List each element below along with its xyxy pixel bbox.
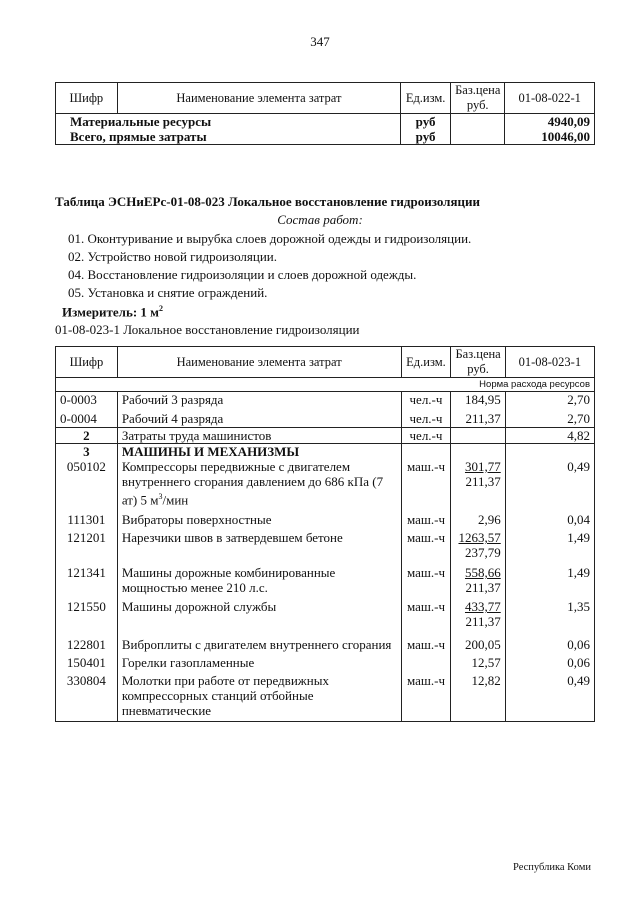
row-value: 1,35 xyxy=(505,597,594,637)
header-name: Наименование элемента затрат xyxy=(117,83,400,114)
summary-table xyxy=(55,82,595,145)
row-unit: чел.-ч xyxy=(401,428,451,444)
list-item: 02. Устройство новой гидроизоляции. xyxy=(68,249,278,264)
list-item: 05. Установка и снятие ограждений. xyxy=(68,285,268,300)
header-unit: Ед.изм. xyxy=(401,83,451,114)
row-code: 0-0003 xyxy=(56,392,118,411)
row-unit: руб xyxy=(401,114,451,130)
row-value: 0,49 xyxy=(505,459,594,507)
list-item: 01. Оконтуривание и вырубка слоев дорожной одежды и гидроизоляции. xyxy=(68,231,472,246)
table-row xyxy=(56,114,595,130)
row-name: Горелки газопламенные xyxy=(117,655,401,673)
row-unit: чел.-ч xyxy=(401,411,451,428)
header-price: Баз.цена руб. xyxy=(451,347,505,378)
table-row xyxy=(56,655,595,673)
row-name: Вибраторы поверхностные xyxy=(117,507,401,527)
header-price: Баз.цена руб. xyxy=(451,83,505,114)
row-code: 330804 xyxy=(56,673,118,721)
table-row xyxy=(56,444,595,460)
row-value: 1,49 xyxy=(505,527,594,565)
row-code: 3 xyxy=(56,444,118,460)
row-value: 0,04 xyxy=(505,507,594,527)
table-row xyxy=(56,565,595,597)
row-price: 12,82 xyxy=(451,673,505,721)
list-item: 04. Восстановление гидроизоляции и слоев дорожной одежды. xyxy=(68,267,417,282)
row-name: Рабочий 4 разряда xyxy=(117,411,401,428)
row-unit: маш.-ч xyxy=(401,597,451,637)
row-name: Машины дорожные комбинированные мощностью менее 210 л.с. xyxy=(117,565,401,597)
measure-text: Измеритель: 1 м xyxy=(62,304,160,320)
row-unit: маш.-ч xyxy=(401,459,451,507)
row-price: 558,66 211,37 xyxy=(451,565,505,597)
row-value: 10046,00 xyxy=(505,129,595,145)
table-row xyxy=(56,129,595,145)
row-value: 0,06 xyxy=(505,637,594,655)
row-price: 12,57 xyxy=(451,655,505,673)
resource-table xyxy=(55,346,595,722)
row-unit: маш.-ч xyxy=(401,527,451,565)
table-row xyxy=(56,459,595,507)
section-title: Таблица ЭСНиЕРс-01-08-023 Локальное восстановление гидроизоляции xyxy=(55,194,480,209)
row-code: 121201 xyxy=(56,527,118,565)
row-unit: маш.-ч xyxy=(401,637,451,655)
operations-list xyxy=(68,230,471,302)
table-row xyxy=(56,428,595,444)
code-line: 01-08-023-1 Локальное восстановление гидроизоляции xyxy=(55,322,360,337)
page-number: 347 xyxy=(310,34,330,49)
table-row xyxy=(56,527,595,565)
table-row xyxy=(56,673,595,721)
row-price: 433,77 211,37 xyxy=(451,597,505,637)
norm-label: Норма расхода ресурсов xyxy=(56,378,595,392)
row-value: 2,70 xyxy=(505,411,594,428)
row-unit xyxy=(401,655,451,673)
row-price: 184,95 xyxy=(451,392,505,411)
row-name: Компрессоры передвижные с двигателем внутреннего сгорания давлением до 686 кПа (7 ат) 5 $м^3$/мин xyxy=(117,459,401,507)
row-value: 0,49 xyxy=(505,673,594,721)
measure-sup: 2 xyxy=(159,304,164,313)
header-unit: Ед.изм. xyxy=(401,347,451,378)
row-unit: руб xyxy=(401,129,451,145)
row-code: 111301 xyxy=(56,507,118,527)
footer-region: Республика Коми xyxy=(513,862,591,873)
row-name: Всего, прямые затраты xyxy=(56,129,401,145)
row-unit: маш.-ч xyxy=(401,673,451,721)
row-code: 2 xyxy=(56,428,118,444)
header-norm: 01-08-022-1 xyxy=(505,83,595,114)
table-row xyxy=(56,392,595,411)
row-name: Рабочий 3 разряда xyxy=(117,392,401,411)
row-price: 200,05 xyxy=(451,637,505,655)
table-row xyxy=(56,597,595,637)
table-row xyxy=(56,637,595,655)
row-price: 211,37 xyxy=(451,411,505,428)
row-price: 301,77 211,37 xyxy=(451,459,505,507)
row-price: 1263,57 237,79 xyxy=(451,527,505,565)
row-unit: чел.-ч xyxy=(401,392,451,411)
row-price: 2,96 xyxy=(451,507,505,527)
row-name: Затраты труда машинистов xyxy=(117,428,401,444)
row-unit: маш.-ч xyxy=(401,565,451,597)
table-row xyxy=(56,411,595,428)
row-code: 0-0004 xyxy=(56,411,118,428)
table-row xyxy=(56,507,595,527)
header-name: Наименование элемента затрат xyxy=(117,347,401,378)
row-name: МАШИНЫ И МЕХАНИЗМЫ xyxy=(117,444,401,460)
header-norm: 01-08-023-1 xyxy=(505,347,594,378)
row-name: Нарезчики швов в затвердевшем бетоне xyxy=(117,527,401,565)
measure-line xyxy=(62,304,163,320)
row-value: 4940,09 xyxy=(505,114,595,130)
row-code: 121550 xyxy=(56,597,118,637)
row-name: Машины дорожной службы xyxy=(117,597,401,637)
row-value: 1,49 xyxy=(505,565,594,597)
row-name: Виброплиты с двигателем внутреннего сгорания xyxy=(117,637,401,655)
row-name: Материальные ресурсы xyxy=(56,114,401,130)
row-name: Молотки при работе от передвижных компрессорных станций отбойные пневматические xyxy=(117,673,401,721)
row-code: 121341 xyxy=(56,565,118,597)
row-code: 122801 xyxy=(56,637,118,655)
row-value: 0,06 xyxy=(505,655,594,673)
row-code: 050102 xyxy=(56,459,118,507)
row-code: 150401 xyxy=(56,655,118,673)
section-subtitle: Состав работ: xyxy=(277,212,363,227)
header-code: Шифр xyxy=(56,347,118,378)
row-value: 4,82 xyxy=(505,428,594,444)
row-unit: маш.-ч xyxy=(401,507,451,527)
header-code: Шифр xyxy=(56,83,118,114)
row-value: 2,70 xyxy=(505,392,594,411)
